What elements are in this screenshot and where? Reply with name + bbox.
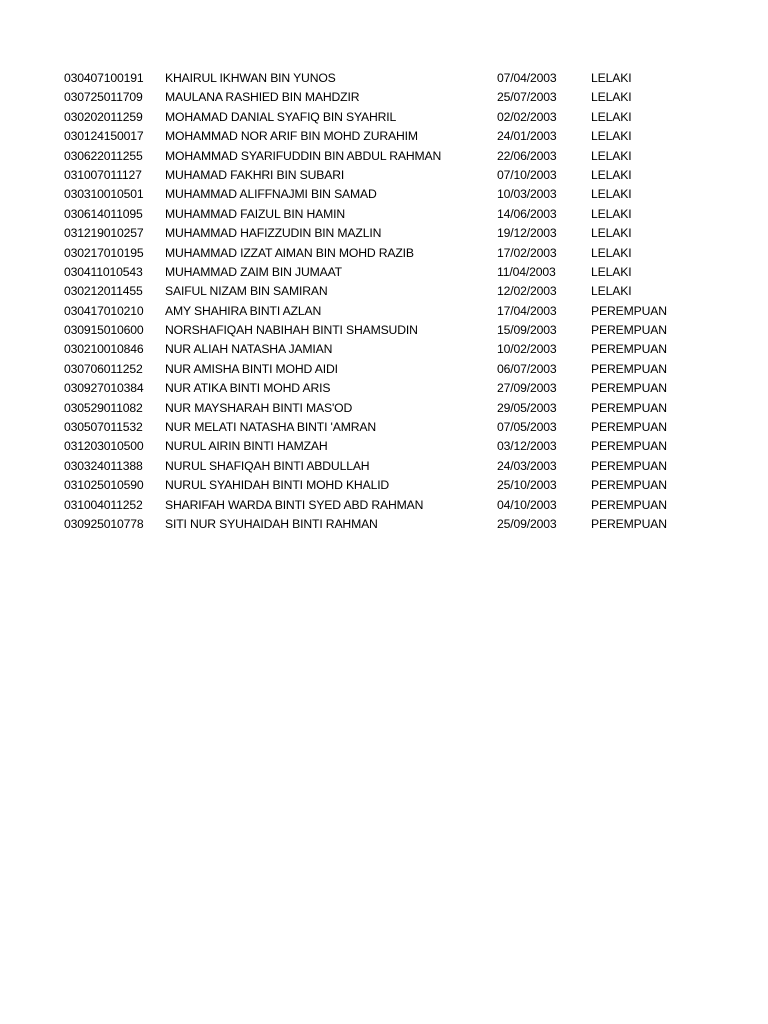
gender-cell: PEREMPUAN — [591, 323, 667, 338]
table-row — [0, 263, 768, 282]
student-name-cell: MUHAMMAD ALIFFNAJMI BIN SAMAD — [165, 187, 377, 202]
gender-cell: LELAKI — [591, 187, 632, 202]
table-row — [0, 224, 768, 243]
gender-cell: LELAKI — [591, 90, 632, 105]
gender-cell: PEREMPUAN — [591, 478, 667, 493]
gender-cell: LELAKI — [591, 284, 632, 299]
birth-date-cell: 12/02/2003 — [497, 284, 557, 299]
student-name-cell: MAULANA RASHIED BIN MAHDZIR — [165, 90, 360, 105]
birth-date-cell: 24/01/2003 — [497, 129, 557, 144]
student-name-cell: NUR ALIAH NATASHA JAMIAN — [165, 342, 333, 357]
birth-date-cell: 10/02/2003 — [497, 342, 557, 357]
student-name-cell: SHARIFAH WARDA BINTI SYED ABD RAHMAN — [165, 497, 424, 512]
birth-date-cell: 19/12/2003 — [497, 226, 557, 241]
birth-date-cell: 17/04/2003 — [497, 303, 557, 318]
table-row — [0, 360, 768, 379]
birth-date-cell: 04/10/2003 — [497, 497, 557, 512]
table-row — [0, 108, 768, 127]
gender-cell: LELAKI — [591, 206, 632, 221]
ic-number-cell: 031025010590 — [64, 478, 144, 493]
gender-cell: PEREMPUAN — [591, 303, 667, 318]
student-table — [0, 69, 768, 534]
table-row — [0, 205, 768, 224]
ic-number-cell: 031007011127 — [64, 167, 142, 182]
table-row — [0, 302, 768, 321]
birth-date-cell: 07/05/2003 — [497, 420, 557, 435]
student-name-cell: NUR AMISHA BINTI MOHD AIDI — [165, 361, 338, 376]
ic-number-cell: 030915010600 — [64, 323, 144, 338]
birth-date-cell: 14/06/2003 — [497, 206, 557, 221]
table-row — [0, 127, 768, 146]
table-row — [0, 399, 768, 418]
ic-number-cell: 030614011095 — [64, 206, 143, 221]
birth-date-cell: 29/05/2003 — [497, 400, 557, 415]
table-row — [0, 282, 768, 301]
birth-date-cell: 11/04/2003 — [497, 264, 556, 279]
ic-number-cell: 031004011252 — [64, 497, 143, 512]
ic-number-cell: 030725011709 — [64, 90, 143, 105]
gender-cell: PEREMPUAN — [591, 516, 667, 531]
gender-cell: PEREMPUAN — [591, 342, 667, 357]
birth-date-cell: 15/09/2003 — [497, 323, 557, 338]
birth-date-cell: 07/10/2003 — [497, 167, 557, 182]
birth-date-cell: 03/12/2003 — [497, 439, 557, 454]
birth-date-cell: 06/07/2003 — [497, 361, 557, 376]
student-name-cell: MOHAMMAD SYARIFUDDIN BIN ABDUL RAHMAN — [165, 148, 442, 163]
table-row — [0, 185, 768, 204]
ic-number-cell: 030417010210 — [64, 303, 144, 318]
gender-cell: LELAKI — [591, 245, 632, 260]
ic-number-cell: 030706011252 — [64, 361, 143, 376]
ic-number-cell: 030622011255 — [64, 148, 143, 163]
student-name-cell: SITI NUR SYUHAIDAH BINTI RAHMAN — [165, 516, 378, 531]
ic-number-cell: 030202011259 — [64, 109, 143, 124]
gender-cell: PEREMPUAN — [591, 361, 667, 376]
ic-number-cell: 030210010846 — [64, 342, 144, 357]
student-name-cell: NURUL SHAFIQAH BINTI ABDULLAH — [165, 458, 370, 473]
student-name-cell: NUR MELATI NATASHA BINTI 'AMRAN — [165, 420, 376, 435]
student-name-cell: MUHAMMAD HAFIZZUDIN BIN MAZLIN — [165, 226, 382, 241]
birth-date-cell: 27/09/2003 — [497, 381, 557, 396]
student-name-cell: NORSHAFIQAH NABIHAH BINTI SHAMSUDIN — [165, 323, 418, 338]
student-name-cell: KHAIRUL IKHWAN BIN YUNOS — [165, 71, 336, 85]
gender-cell: LELAKI — [591, 226, 632, 241]
ic-number-cell: 030529011082 — [64, 400, 143, 415]
gender-cell: PEREMPUAN — [591, 458, 667, 473]
birth-date-cell: 07/04/2003 — [497, 71, 557, 85]
birth-date-cell: 22/06/2003 — [497, 148, 557, 163]
gender-cell: PEREMPUAN — [591, 400, 667, 415]
gender-cell: LELAKI — [591, 109, 632, 124]
table-row — [0, 244, 768, 263]
ic-number-cell: 030925010778 — [64, 516, 144, 531]
birth-date-cell: 24/03/2003 — [497, 458, 557, 473]
ic-number-cell: 030212011455 — [64, 284, 143, 299]
ic-number-cell: 030407100191 — [64, 71, 144, 85]
table-row — [0, 340, 768, 359]
table-row — [0, 457, 768, 476]
table-row — [0, 515, 768, 534]
student-name-cell: MOHAMMAD NOR ARIF BIN MOHD ZURAHIM — [165, 129, 418, 144]
ic-number-cell: 031219010257 — [64, 226, 144, 241]
table-row — [0, 437, 768, 456]
birth-date-cell: 17/02/2003 — [497, 245, 557, 260]
student-name-cell: NUR ATIKA BINTI MOHD ARIS — [165, 381, 331, 396]
student-name-cell: NURUL SYAHIDAH BINTI MOHD KHALID — [165, 478, 390, 493]
student-name-cell: MUHAMAD FAKHRI BIN SUBARI — [165, 167, 345, 182]
gender-cell: PEREMPUAN — [591, 439, 667, 454]
gender-cell: LELAKI — [591, 129, 632, 144]
student-name-cell: MUHAMMAD ZAIM BIN JUMAAT — [165, 264, 342, 279]
table-row — [0, 321, 768, 340]
birth-date-cell: 25/07/2003 — [497, 90, 557, 105]
student-name-cell: AMY SHAHIRA BINTI AZLAN — [165, 303, 322, 318]
birth-date-cell: 02/02/2003 — [497, 109, 557, 124]
ic-number-cell: 030507011532 — [64, 420, 143, 435]
ic-number-cell: 030927010384 — [64, 381, 144, 396]
gender-cell: PEREMPUAN — [591, 420, 667, 435]
gender-cell: LELAKI — [591, 167, 632, 182]
gender-cell: LELAKI — [591, 71, 632, 85]
student-name-cell: SAIFUL NIZAM BIN SAMIRAN — [165, 284, 328, 299]
gender-cell: LELAKI — [591, 264, 632, 279]
birth-date-cell: 10/03/2003 — [497, 187, 557, 202]
table-row — [0, 88, 768, 107]
table-row — [0, 379, 768, 398]
table-row — [0, 166, 768, 185]
student-name-cell: NUR MAYSHARAH BINTI MAS'OD — [165, 400, 353, 415]
gender-cell: PEREMPUAN — [591, 381, 667, 396]
student-name-cell: MUHAMMAD FAIZUL BIN HAMIN — [165, 206, 345, 221]
ic-number-cell: 030310010501 — [64, 187, 144, 202]
student-name-cell: MOHAMAD DANIAL SYAFIQ BIN SYAHRIL — [165, 109, 397, 124]
ic-number-cell: 030324011388 — [64, 458, 143, 473]
ic-number-cell: 030217010195 — [64, 245, 144, 260]
birth-date-cell: 25/09/2003 — [497, 516, 557, 531]
ic-number-cell: 031203010500 — [64, 439, 144, 454]
table-row — [0, 69, 768, 88]
student-name-cell: MUHAMMAD IZZAT AIMAN BIN MOHD RAZIB — [165, 245, 414, 260]
table-row — [0, 147, 768, 166]
gender-cell: LELAKI — [591, 148, 632, 163]
ic-number-cell: 030124150017 — [64, 129, 144, 144]
table-row — [0, 496, 768, 515]
table-row — [0, 418, 768, 437]
table-row — [0, 476, 768, 495]
student-name-cell: NURUL AIRIN BINTI HAMZAH — [165, 439, 328, 454]
gender-cell: PEREMPUAN — [591, 497, 667, 512]
birth-date-cell: 25/10/2003 — [497, 478, 557, 493]
ic-number-cell: 030411010543 — [64, 264, 143, 279]
